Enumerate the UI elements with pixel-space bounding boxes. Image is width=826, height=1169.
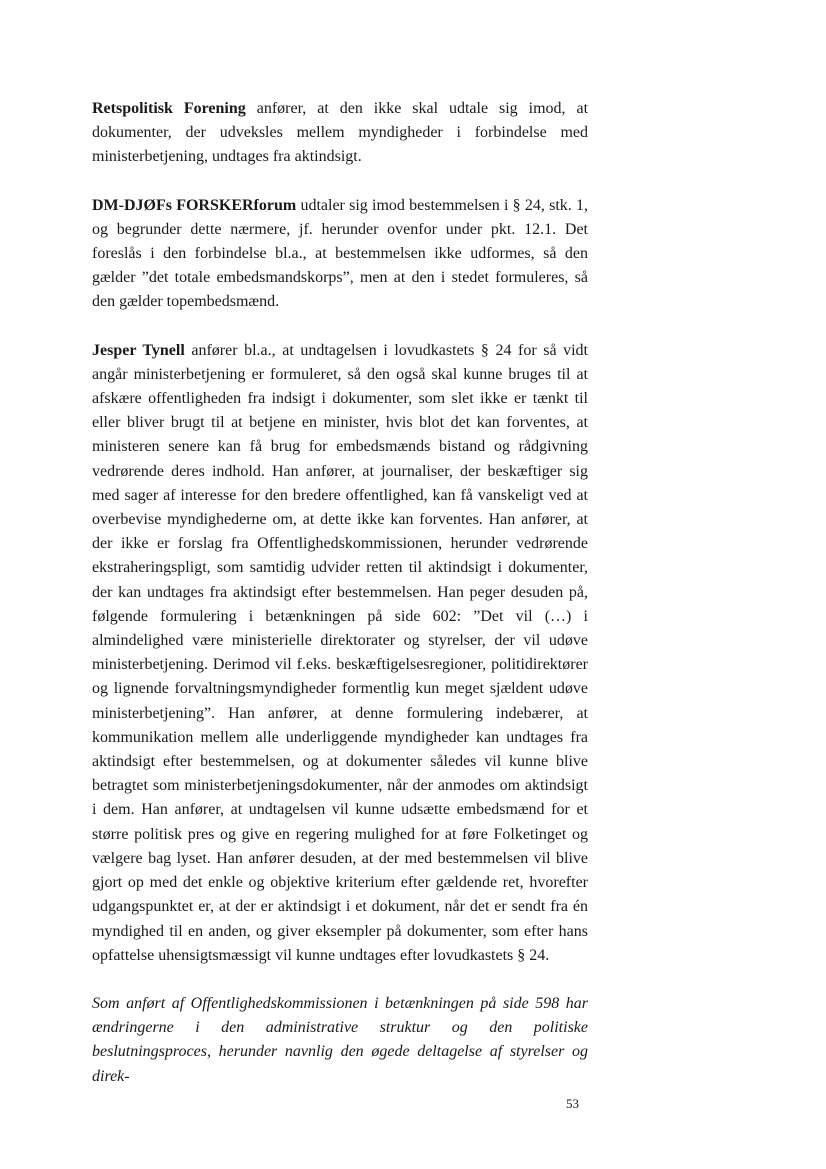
paragraph-text: udtaler sig imod bestemmelsen i § 24, stk. 1, og begrunder dette nærmere, jf. herunder ovenfor under pkt. 12.1. Det foreslås i den forbindelse bl.a., at bestemmelsen ikke udformes, så den gælder ”det totale embedsmandskorps”, men at den i stedet formuleres, så den gælder topembedsmænd.	[92, 196, 588, 311]
paragraph-text: anfører bl.a., at undtagelsen i lovudkastets § 24 for så vidt angår ministerbetjening er formuleret, så den også skal kunne bruges til at afskære offentligheden fra indsigt i dokumenter, som slet ikke er tænkt til eller bliver brugt til at betjene en minister, hvis blot det kan forventes, at ministeren senere kan få brug for embedsmænds bistand og rådgivning vedrørende deres indhold. Han anfører, at journaliser, der beskæftiger sig med sager af interesse for den bredere offentlighed, kan få vanskeligt ved at overbevise myndighederne om, at dette ikke kan forventes. Han anfører, at der ikke er forslag fra Offentlighedskommissionen, herunder vedrørende ekstraheringspligt, som samtidig udvider retten til aktindsigt i dokumenter, der kan undtages fra aktindsigt efter bestemmelsen. Han peger desuden på, følgende formulering i betænkningen på side 602: ”Det vil (…) i almindelighed være ministerielle direktorater og styrelser, der vil udøve ministerbetjening. Derimod vil f.eks. beskæftigelsesregioner, politidirektører og lignende forvaltningsmyndigheder formentlig kun meget sjældent udøve ministerbetjening”. Han anfører, at denne formulering indebærer, at kommunikation mellem alle underliggende myndigheder kan undtages fra aktindsigt efter bestemmelsen, og at dokumenter således vil kunne blive betragtet som ministerbetjeningsdokumenter, når der anmodes om aktindsigt i dem. Han anfører, at undtagelsen vil kunne udsætte embedsmænd for et større politisk pres og give en regering mulighed for at føre Folketinget og vælgere bag lyset. Han anfører desuden, at der med bestemmelsen vil blive gjort op med det enkle og objektive kriterium efter gældende ret, hvorefter udgangspunktet er, at der er aktindsigt i et dokument, når det er sendt fra én myndighed til en anden, og giver eksempler på dokumenter, som efter hans opfattelse uhensigtsmæssigt vil kunne undtages efter lovudkastets § 24.	[92, 341, 588, 964]
author-name: Jesper Tynell	[92, 341, 185, 359]
paragraph-retspolitisk-forening	[92, 97, 588, 170]
author-name: DM-DJØFs FORSKERforum	[92, 196, 297, 214]
closing-italic-paragraph: Som anført af Offentlighedskommissionen i betænkningen på side 598 har ændringerne i den administrative struktur og den politiske beslutningsproces, herunder navnlig den øgede deltagelse af styrelser og direk-	[92, 994, 588, 1085]
document-body	[92, 97, 588, 1089]
author-name: Retspolitisk Forening	[92, 100, 246, 117]
paragraph-dm-djoef-forskerforum	[92, 194, 588, 315]
page-number: 53	[566, 1096, 579, 1111]
paragraph-jesper-tynell	[92, 339, 588, 968]
paragraph-text: anfører, at den ikke skal udtale sig imod, at dokumenter, der udveksles mellem myndigheder i forbindelse med ministerbetjening, undtages fra aktindsigt.	[92, 100, 589, 166]
